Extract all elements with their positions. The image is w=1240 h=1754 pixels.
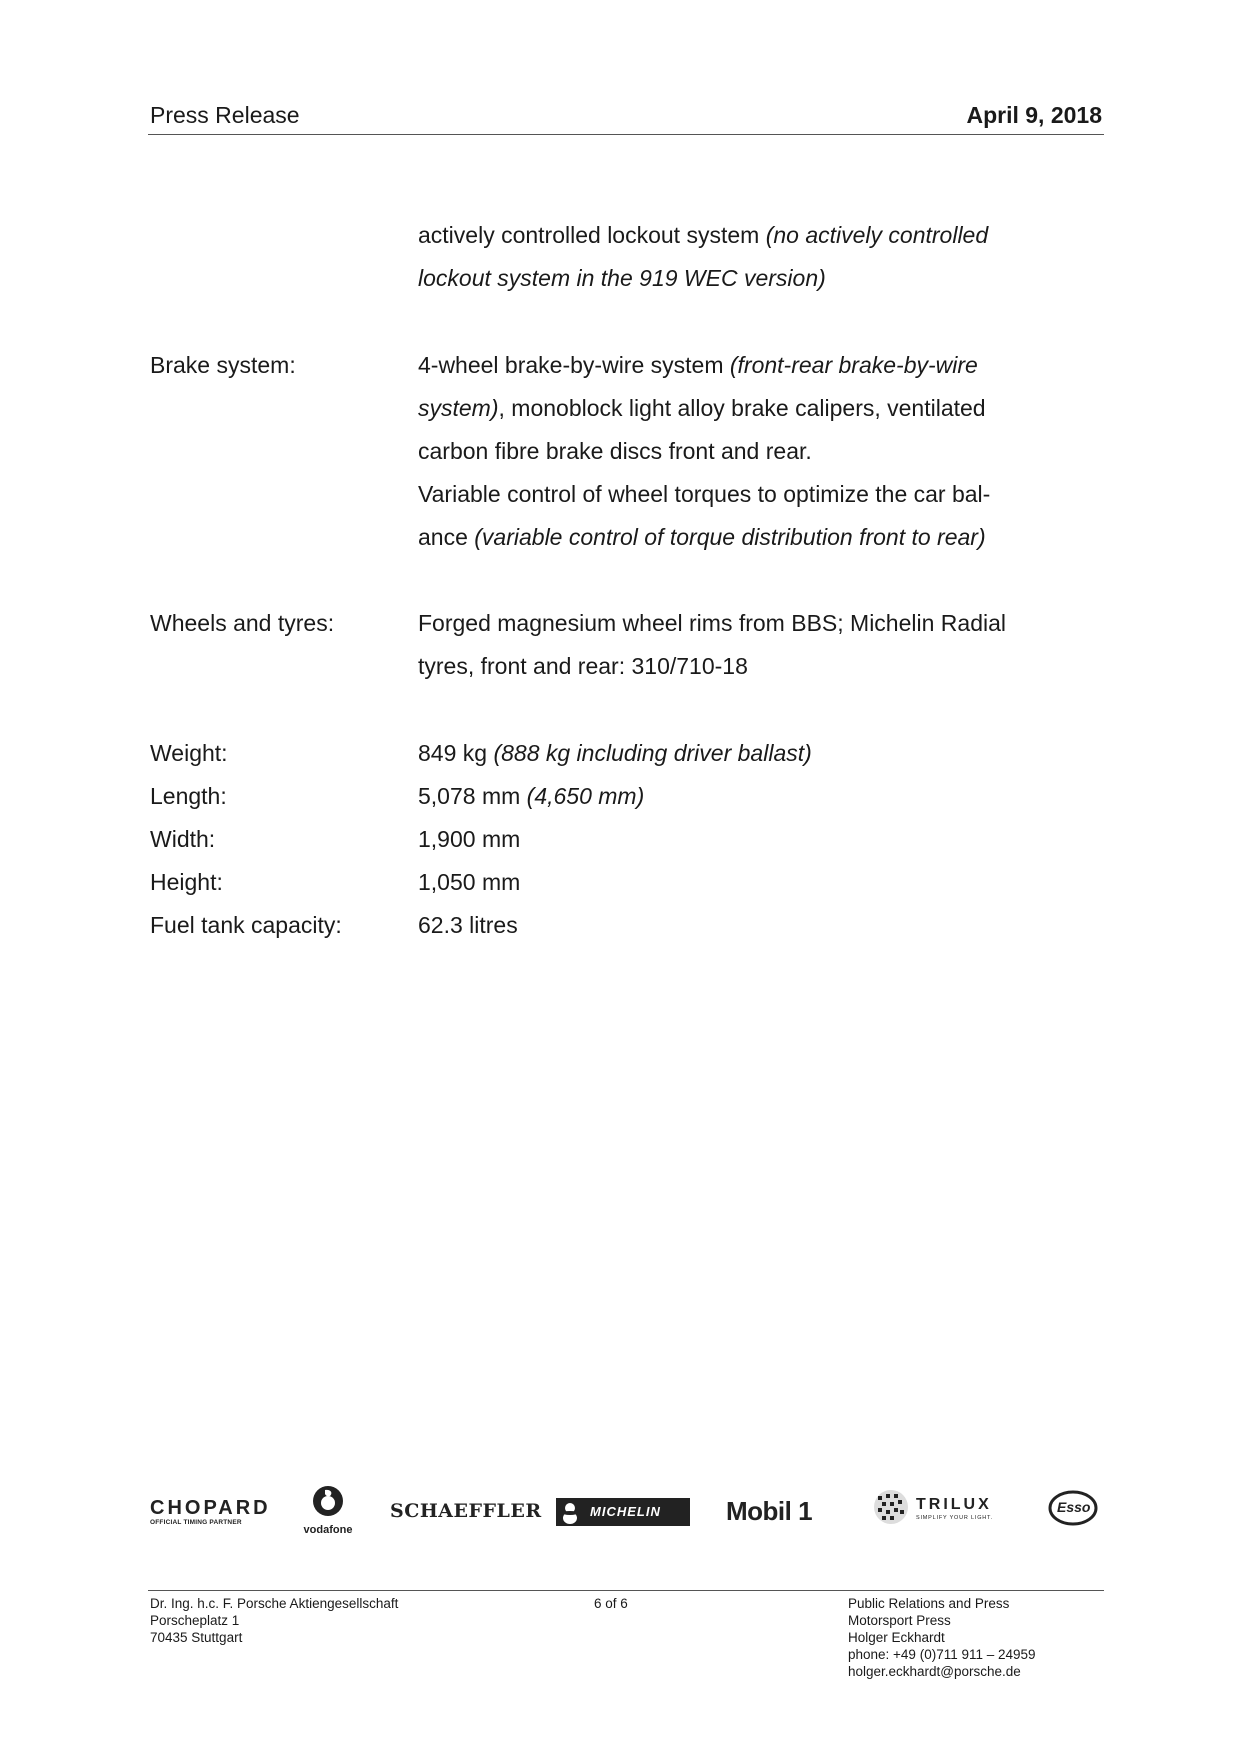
footer-phone: phone: +49 (0)711 911 – 24959 (848, 1647, 1036, 1662)
footer-email: holger.eckhardt@porsche.de (848, 1664, 1021, 1679)
vodafone-speechmark-icon (311, 1484, 345, 1518)
footer-street: Porscheplatz 1 (150, 1613, 240, 1628)
brake-value: 4-wheel brake-by-wire system (front-rear brake-by-wire system), monoblock light alloy brake calipers, ventilated carbon fibre brake discs front and rear. Variable control of wheel torques to optimize the car bal- ance (variable control of torque distribution front to rear) (418, 352, 991, 550)
michelin-logo: MICHELIN (556, 1498, 690, 1531)
height-label: Height: (150, 869, 223, 895)
header-date: April 9, 2018 (966, 102, 1102, 128)
weight-label: Weight: (150, 740, 228, 766)
height-value: 1,050 mm (418, 869, 521, 895)
fuel-label: Fuel tank capacity: (150, 912, 342, 938)
footer-contact-block (848, 1595, 1036, 1680)
schaeffler-logo: SCHAEFFLER (390, 1500, 542, 1522)
footer-page-number: 6 of 6 (594, 1596, 628, 1611)
wheels-label: Wheels and tyres: (150, 610, 335, 636)
spec-continuation-value: actively controlled lockout system (no actively controlled lockout system in the 919 WEC version) (418, 222, 989, 291)
fuel-value: 62.3 litres (418, 912, 518, 938)
trilux-globe-icon (872, 1488, 910, 1526)
width-label: Width: (150, 826, 216, 852)
footer-dept: Public Relations and Press (848, 1596, 1010, 1611)
vodafone-logo: vodafone (298, 1484, 358, 1536)
sponsor-logos (148, 1484, 1104, 1554)
brake-label: Brake system: (150, 352, 296, 378)
footer-contact-name: Holger Eckhardt (848, 1630, 945, 1645)
length-label: Length: (150, 783, 227, 809)
chopard-logo: CHOPARD OFFICIAL TIMING PARTNER (150, 1497, 271, 1526)
page-footer (148, 1590, 1104, 1679)
weight-value: 849 kg (888 kg including driver ballast) (418, 740, 812, 766)
mobil1-logo: Mobil 1 (726, 1496, 813, 1526)
esso-logo: Esso (1048, 1490, 1098, 1531)
page-header (148, 100, 1104, 135)
footer-subdept: Motorsport Press (848, 1613, 951, 1628)
footer-company: Dr. Ing. h.c. F. Porsche Aktiengesellschaft (150, 1596, 399, 1611)
header-title: Press Release (150, 102, 300, 128)
footer-city: 70435 Stuttgart (150, 1630, 243, 1645)
length-value: 5,078 mm (4,650 mm) (418, 783, 645, 809)
trilux-logo: TRILUX SIMPLIFY YOUR LIGHT. (872, 1488, 910, 1531)
wheels-value: Forged magnesium wheel rims from BBS; Michelin Radial tyres, front and rear: 310/710-18 (418, 610, 1006, 679)
width-value: 1,900 mm (418, 826, 521, 852)
footer-company-block (150, 1595, 398, 1646)
